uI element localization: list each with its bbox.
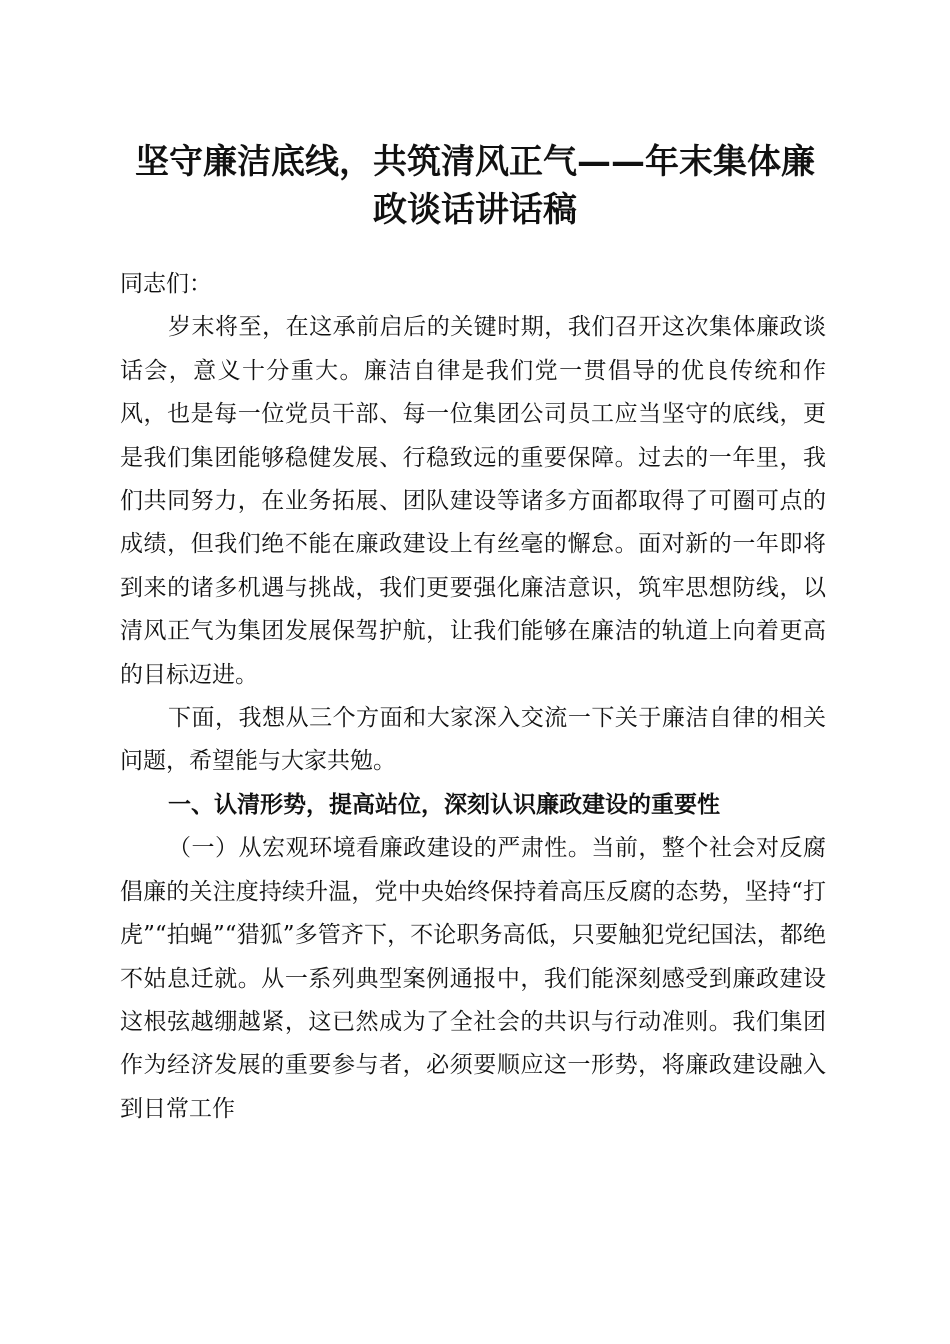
title-line-2: 政谈话讲话稿 <box>373 190 577 230</box>
document-body <box>120 263 826 1131</box>
paragraph-outline: 下面，我想从三个方面和大家深入交流一下关于廉洁自律的相关问题，希望能与大家共勉。 <box>120 705 826 775</box>
greeting: 同志们： <box>120 271 212 297</box>
paragraph-section-1-1: （一）从宏观环境看廉政建设的严肃性。当前，整个社会对反腐倡廉的关注度持续升温，党中央始终保持着高压反腐的态势，坚持“打虎”“拍蝇”“猎狐”多管齐下，不论职务高低，只要触犯党纪国法，都绝不姑息迁就。从一系列典型案例通报中，我们能深刻感受到廉政建设这根弦越绷越紧，这已然成为了全社会的共识与行动准则。我们集团作为经济发展的重要参与者，必须要顺应这一形势，将廉政建设融入到日常工作 <box>120 835 826 1122</box>
section-heading-1: 一、认清形势，提高站位，深刻认识廉政建设的重要性 <box>168 791 720 818</box>
paragraph-intro: 岁末将至，在这承前启后的关键时期，我们召开这次集体廉政谈话会，意义十分重大。廉洁自律是我们党一贯倡导的优良传统和作风，也是每一位党员干部、每一位集团公司员工应当坚守的底线，更是我们集团能够稳健发展、行稳致远的重要保障。过去的一年里，我们共同努力，在业务拓展、团队建设等诸多方面都取得了可圈可点的成绩，但我们绝不能在廉政建设上有丝毫的懈怠。面对新的一年即将到来的诸多机遇与挑战，我们更要强化廉洁意识，筑牢思想防线，以清风正气为集团发展保驾护航，让我们能够在廉洁的轨道上向着更高的目标迈进。 <box>120 314 826 688</box>
document-title <box>110 138 840 234</box>
title-line-1: 坚守廉洁底线，共筑清风正气——年末集体廉 <box>135 142 815 182</box>
